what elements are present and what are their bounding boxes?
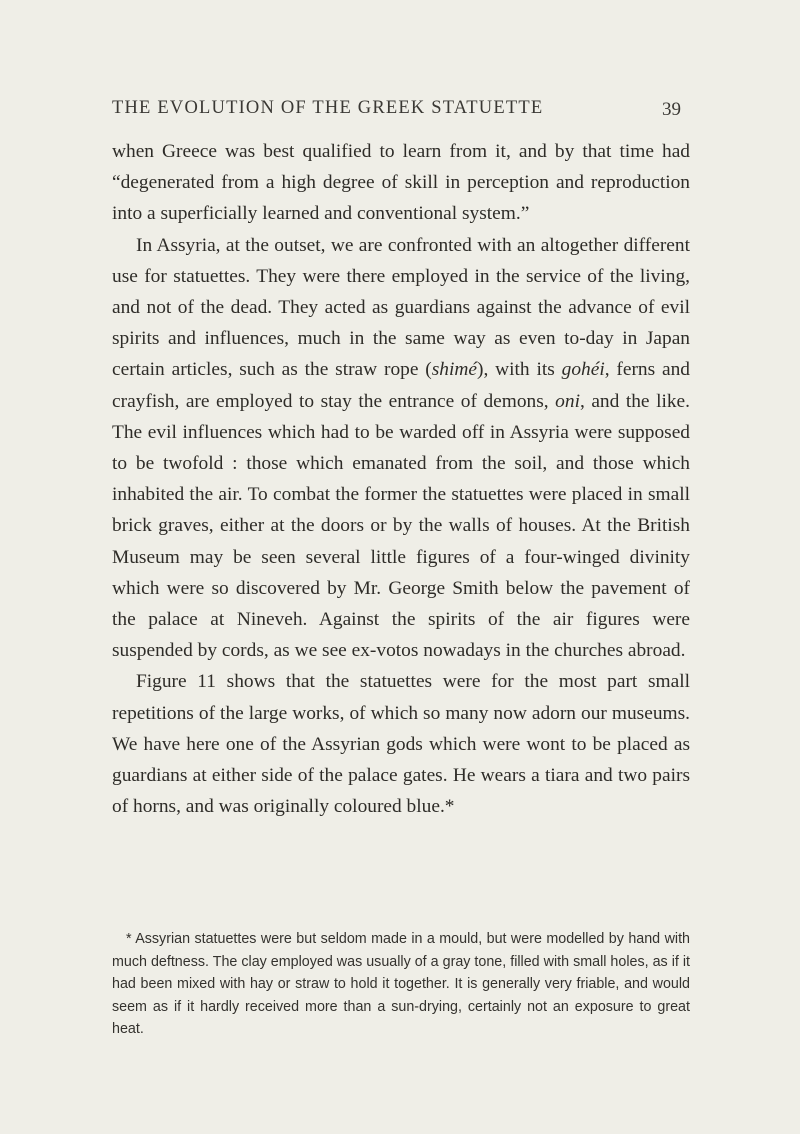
paragraph-2-part-c: , ferns and crayfish, are employed to stay the entrance of demons, <box>112 359 691 412</box>
paragraph-2-part-d: , and the like. The evil influences which had to be warded off in Assyria were supposed to be twofold : those which emanated from the soil, and those which inhabited the air. To combat the former the statuettes were placed in small brick graves, either at the doors or by the walls of houses. At the British Museum may be seen several little figures of a four-winged divinity which were so discovered by Mr. George Smith below the pavement of the palace at Nineveh. Against the spirits of the air figures were suspended by cords, as we see ex-votos nowadays in the churches abroad. <box>112 390 690 662</box>
paragraph-1 <box>112 136 690 230</box>
term-gohei: gohéi <box>561 359 605 381</box>
term-oni: oni <box>555 390 580 412</box>
footnote-marker: * <box>444 796 455 818</box>
footnote: * Assyrian statuettes were but seldom made in a mould, but were modelled by hand with much deftness. The clay employed was usually of a gray tone, filled with small holes, as if it had been mixed with hay or straw to hold it together. It is generally very friable, and would seem as if it hardly received more than a sun-drying, certainly not an exposure to great heat. <box>112 931 690 1038</box>
paragraph-2-part-a: In Assyria, at the outset, we are confronted with an altogether different use for statuettes. They were there employed in the service of the living, and not of the dead. They acted as guardians against the advance of evil spirits and influences, much in the same way as even to-day in Japan certain articles, such as the straw rope ( <box>112 234 690 381</box>
paragraph-1-text: when Greece was best qualified to learn from it, and by that time had “degenerated from a high degree of skill in perception and reproduction into a superficially learned and conventional system.” <box>112 141 690 225</box>
body-text <box>112 136 690 822</box>
paragraph-2 <box>112 230 690 667</box>
running-title: THE EVOLUTION OF THE GREEK STATUETTE <box>112 98 544 118</box>
paragraph-3-text: Figure 11 shows that the statuettes were for the most part small repetitions of the large works, of which so many now adorn our museums. We have here one of the Assyrian gods which were wont to be placed as guardians at either side of the palace gates. He wears a tiara and two pairs of horns, and was originally coloured blue. <box>112 671 690 818</box>
term-shime: shimé <box>431 359 477 381</box>
page-number: 39 <box>662 99 681 120</box>
paragraph-2-part-b: ), with its <box>477 359 562 381</box>
running-head <box>0 98 800 122</box>
paragraph-3 <box>112 666 690 822</box>
